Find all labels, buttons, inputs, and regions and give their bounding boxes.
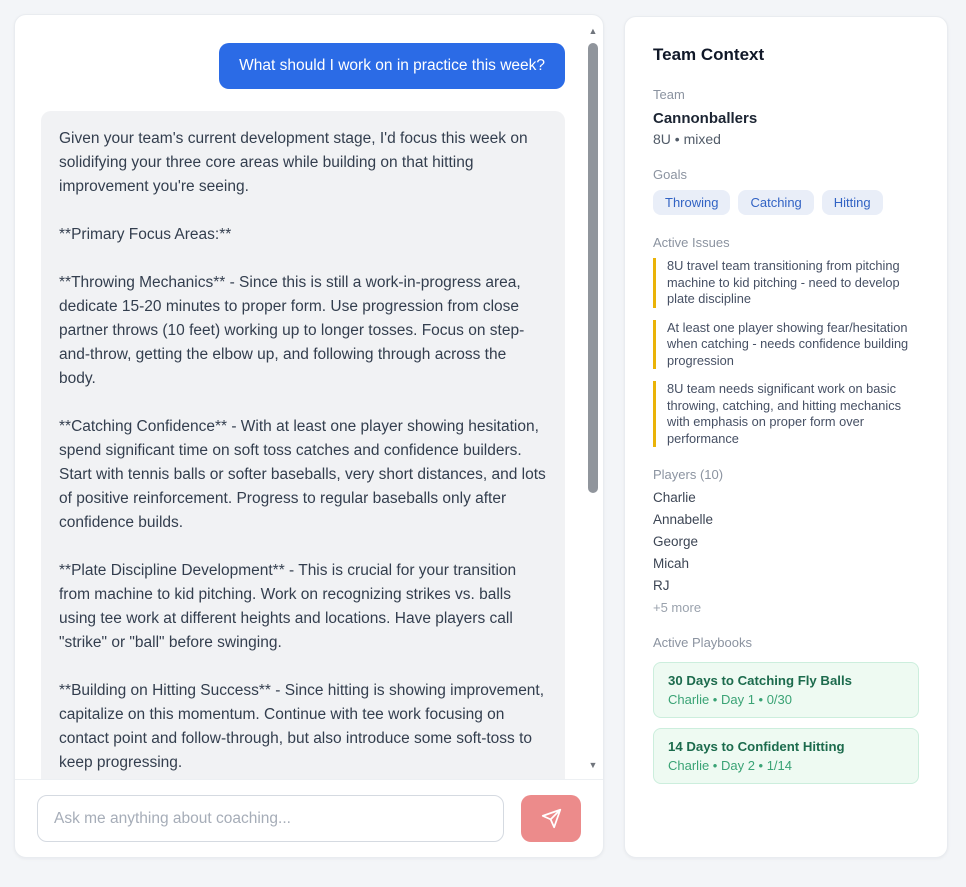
issue-list [653,258,919,447]
player-name: Micah [653,556,690,571]
team-context-title: Team Context [653,45,765,64]
send-button[interactable] [521,795,581,842]
player-name: Annabelle [653,512,714,527]
players-section [653,467,919,615]
assistant-paragraph: Given your team's current development stage, I'd focus this week on solidifying your three core areas while building on that hitting improvement you're seeing. [59,130,528,195]
goals-label: Goals [653,167,687,182]
assistant-paragraph: **Primary Focus Areas:** [59,226,232,243]
chat-panel [14,14,604,858]
user-message-text: What should I work on in practice this week? [239,57,545,74]
team-section [653,87,919,147]
playbook-meta: Charlie • Day 2 • 1/14 [668,758,792,773]
scroll-down-arrow-icon[interactable]: ▼ [588,760,598,770]
player-name: RJ [653,578,670,593]
issue-item: At least one player showing fear/hesitation when catching - needs confidence building progression [653,320,919,370]
assistant-paragraph: **Throwing Mechanics** - Since this is still a work-in-progress area, dedicate 15-20 minutes to proper form. Use progression from close partner throws (10 feet) working up to longer tosses. Focus on step-and-throw, getting the elbow up, and following through across the body. [59,274,525,387]
playbook-meta: Charlie • Day 1 • 0/30 [668,692,792,707]
playbooks-section [653,635,919,784]
team-meta: 8U • mixed [653,131,721,147]
playbook-title: 14 Days to Confident Hitting [668,739,845,754]
issue-item: 8U travel team transitioning from pitching machine to kid pitching - need to develop plate discipline [653,258,919,308]
player-list [653,490,919,593]
active-issues-label: Active Issues [653,235,730,250]
playbook-card[interactable] [653,662,919,718]
chat-scrollbar[interactable] [586,25,600,771]
playbook-card[interactable] [653,728,919,784]
assistant-paragraph: **Plate Discipline Development** - This is crucial for your transition from machine to kid pitching. Work on recognizing strikes vs. balls using tee work at different heights and locations. Have players call "strike" or "ball" before swinging. [59,562,517,651]
send-paper-plane-icon [541,808,562,829]
players-label: Players (10) [653,467,724,482]
scrollbar-thumb[interactable] [588,43,598,493]
playbook-title: 30 Days to Catching Fly Balls [668,673,852,688]
chat-input[interactable] [37,795,504,842]
goal-chip: Hitting [822,190,883,215]
goal-chip: Throwing [653,190,730,215]
goal-chip: Catching [738,190,813,215]
chat-composer [15,779,603,857]
issue-item: 8U team needs significant work on basic throwing, catching, and hitting mechanics with emphasis on proper form over performance [653,381,919,447]
chat-messages [15,15,581,779]
team-context-panel [624,16,948,858]
assistant-paragraph: **Catching Confidence** - With at least one player showing hesitation, spend significant time on soft toss catches and confidence builders. Start with tennis balls or softer baseballs, very short distances, and lots of positive reinforcement. Progress to regular baseballs only after confidence builds. [59,418,546,531]
team-name: Cannonballers [653,110,758,127]
assistant-message-bubble [41,111,565,779]
goals-section [653,167,919,215]
assistant-paragraph: **Building on Hitting Success** - Since hitting is showing improvement, capitalize on this momentum. Continue with tee work focusing on contact point and follow-through, but also introduce some soft-toss to keep progressing. [59,682,545,771]
team-label: Team [653,87,685,102]
active-issues-section [653,235,919,447]
user-message-bubble [219,43,565,89]
goal-chips [653,190,919,215]
player-name: Charlie [653,490,696,505]
players-more-link[interactable]: +5 more [653,600,702,615]
playbooks-label: Active Playbooks [653,635,752,650]
scroll-up-arrow-icon[interactable]: ▲ [588,26,598,36]
playbook-list [653,662,919,784]
player-name: George [653,534,699,549]
